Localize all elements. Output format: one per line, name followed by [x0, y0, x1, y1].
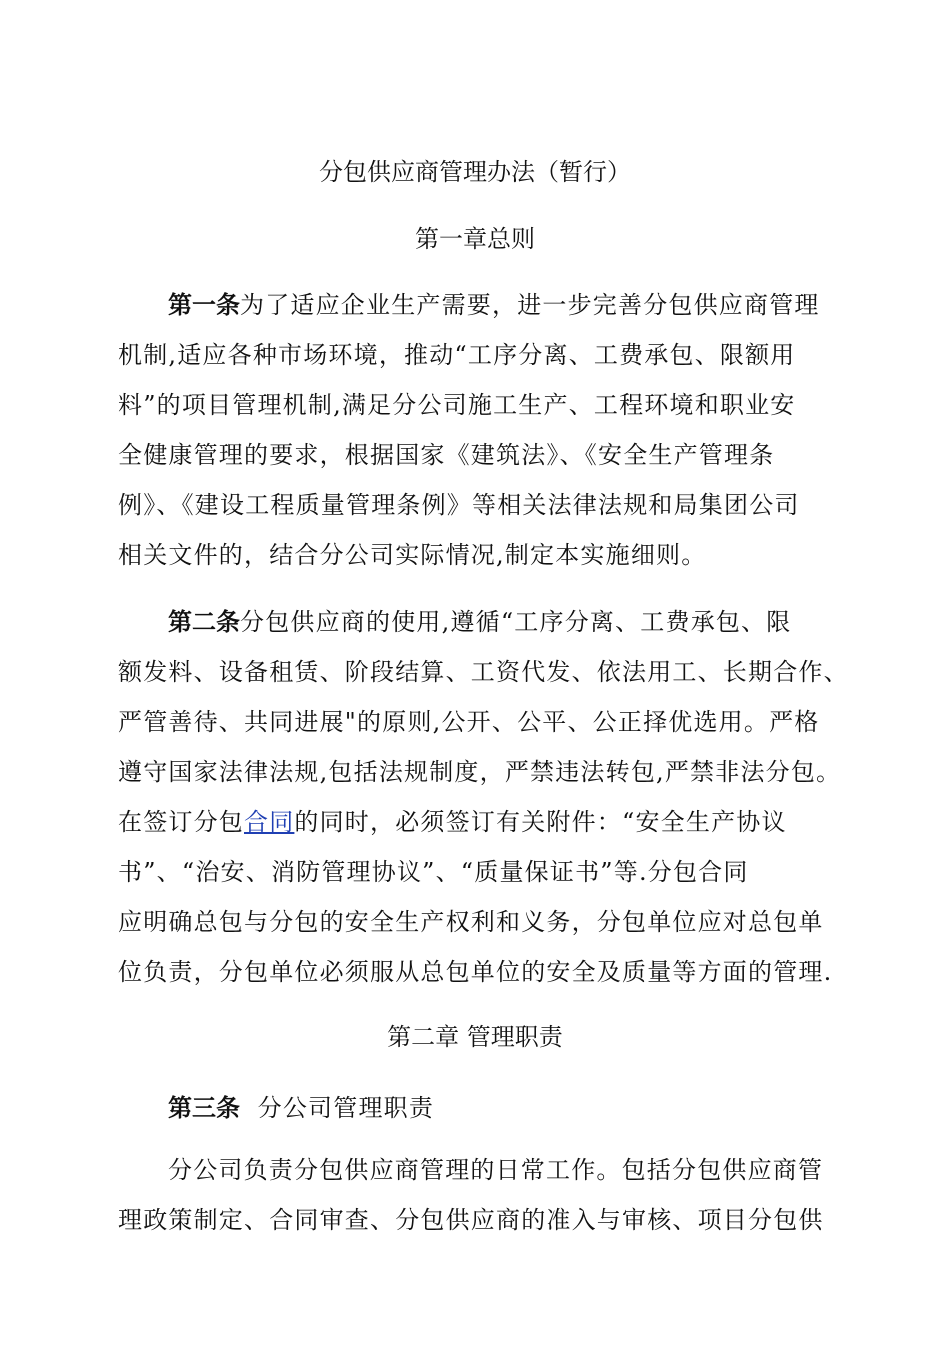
article-2-line: 书”、“治安、消防管理协议”、“质量保证书”等.分包合同 [118, 858, 749, 886]
article-2-text: 在签订分包 [118, 808, 244, 836]
chapter-2-heading: 第二章 管理职责 [387, 1023, 563, 1051]
article-2-text: 分包供应商的使用,遵循“工序分离、工费承包、限 [240, 608, 792, 636]
article-1-line: 全健康管理的要求，根据国家《建筑法》、《安全生产管理条 [118, 441, 775, 469]
article-1-label: 第一条 [168, 291, 240, 319]
article-2-label: 第二条 [168, 608, 240, 636]
article-2-line: 额发料、设备租赁、阶段结算、工资代发、依法用工、长期合作、 [118, 658, 849, 686]
article-2-line: 遵守国家法律法规,包括法规制度，严禁违法转包,严禁非法分包。 [118, 758, 842, 786]
article-1-text: 为了适应企业生产需要，进一步完善分包供应商管理 [240, 291, 820, 319]
article-1-line [118, 280, 858, 330]
article-1-line: 机制,适应各种市场环境，推动“工序分离、工费承包、限额用 [118, 341, 796, 369]
article-2-line: 严管善待、共同进展"的原则,公开、公平、公正择优选用。严格 [118, 708, 820, 736]
article-2-line: 位负责，分包单位必须服从总包单位的安全及质量等方面的管理. [118, 958, 833, 986]
paragraph-4-line: 分公司负责分包供应商管理的日常工作。包括分包供应商管 [168, 1156, 824, 1184]
chapter-1-heading: 第一章总则 [415, 225, 535, 253]
article-1-line: 料”的项目管理机制,满足分公司施工生产、工程环境和职业安 [118, 391, 796, 419]
article-2 [118, 597, 858, 997]
article-3-text: 分公司管理职责 [240, 1094, 435, 1122]
paragraph-4-line: 理政策制定、合同审查、分包供应商的准入与审核、项目分包供 [118, 1206, 824, 1234]
article-3-label: 第三条 [168, 1094, 240, 1122]
article-2-line [118, 597, 858, 647]
article-2-text: 的同时，必须签订有关附件：“安全生产协议 [294, 808, 787, 836]
paragraph-4 [118, 1145, 858, 1245]
document-title: 分包供应商管理办法（暂行） [319, 158, 631, 186]
contract-link[interactable]: 合同 [244, 808, 295, 836]
article-2-line: 应明确总包与分包的安全生产权利和义务，分包单位应对总包单 [118, 908, 824, 936]
article-1-line: 相关文件的，结合分公司实际情况,制定本实施细则。 [118, 541, 707, 569]
article-1 [118, 280, 858, 580]
article-3 [118, 1083, 858, 1133]
article-1-line: 例》、《建设工程质量管理条例》等相关法律法规和局集团公司 [118, 491, 800, 519]
article-2-line [118, 797, 858, 847]
article-3-line [118, 1083, 858, 1133]
